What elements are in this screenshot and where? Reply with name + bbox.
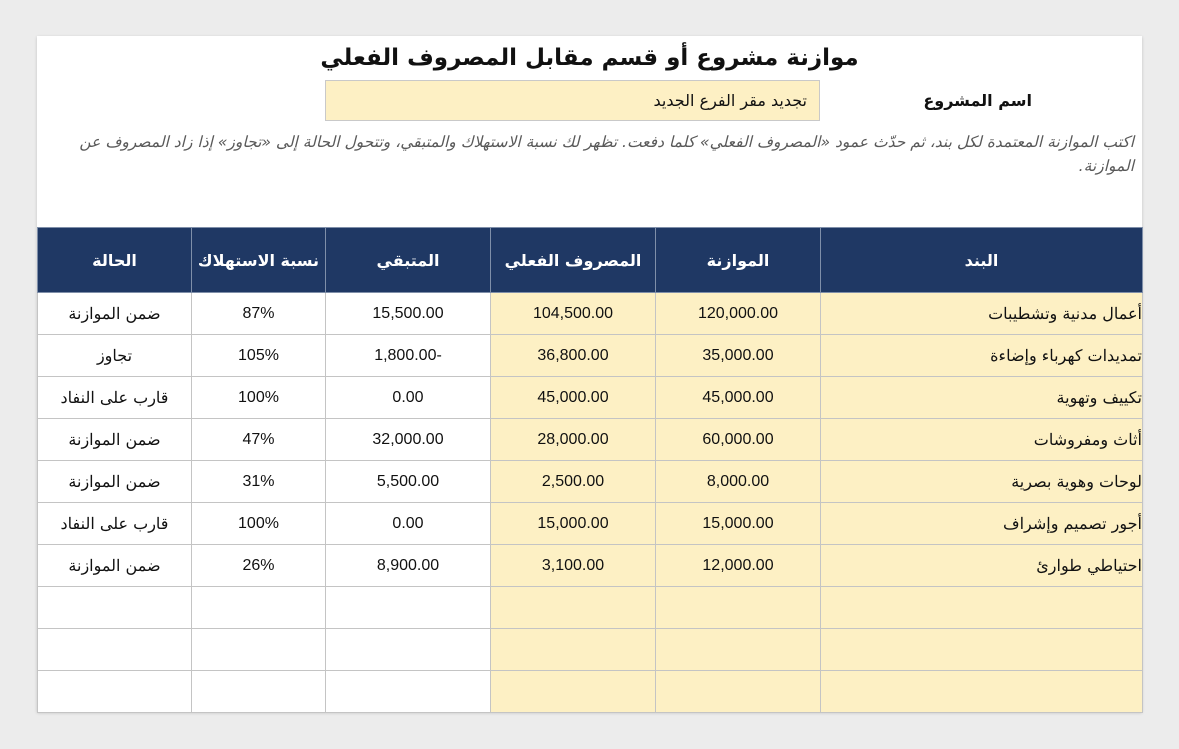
column-header-item: البند [821,228,1143,293]
page-title: موازنة مشروع أو قسم مقابل المصروف الفعلي [320,45,859,71]
budget-table [37,227,1143,713]
status-cell [38,377,192,419]
actual-cell[interactable] [491,293,656,335]
remaining-cell-value: 15,500.00 [372,304,444,322]
status-cell-value: ضمن الموازنة [68,472,161,491]
remaining-cell-value: 0.00 [392,388,424,406]
status-cell [38,545,192,587]
actual-cell-value: 2,500.00 [541,472,605,490]
usage-cell-value: 87% [242,304,275,322]
item-cell-value: تكييف وتهوية [1056,388,1142,407]
table-row [38,629,1143,671]
table-row [38,419,1143,461]
column-header-actual: المصروف الفعلي [491,228,656,293]
actual-cell-value: 36,800.00 [537,346,609,364]
status-cell-value: تجاوز [96,346,133,365]
remaining-cell-value: 1,800.00- [374,346,442,364]
budget-cell[interactable] [656,419,821,461]
item-cell[interactable] [821,293,1143,335]
item-cell-value: تمديدات كهرباء وإضاءة [990,346,1142,365]
table-row [38,587,1143,629]
budget-cell[interactable] [656,461,821,503]
status-cell [38,335,192,377]
table-row [38,335,1143,377]
item-cell[interactable] [821,419,1143,461]
usage-cell [192,503,326,545]
actual-cell[interactable] [491,419,656,461]
item-cell[interactable] [821,545,1143,587]
status-cell-value: ضمن الموازنة [68,304,161,323]
item-cell[interactable] [821,587,1143,629]
usage-cell [192,377,326,419]
remaining-cell-value: 8,900.00 [376,556,440,574]
remaining-cell [326,545,491,587]
budget-cell-value: 35,000.00 [702,346,774,364]
budget-cell-value: 15,000.00 [702,514,774,532]
remaining-cell [326,671,491,713]
project-name-input[interactable]: تجديد مقر الفرع الجديد [325,80,820,121]
instructions-text: اكتب الموازنة المعتمدة لكل بند، ثم حدّث عمود «المصروف الفعلي» كلما دفعت. تظهر لك نسبة الاستهلاك والمتبقي، وتتحول الحالة إلى «تجاوز» إذا زاد المصروف عن الموازنة. [79,133,1134,175]
column-header-usage: نسبة الاستهلاك [192,228,326,293]
remaining-cell [326,503,491,545]
budget-cell[interactable] [656,293,821,335]
item-cell[interactable] [821,503,1143,545]
budget-cell[interactable] [656,629,821,671]
status-cell-value: قارب على النفاد [60,514,169,533]
project-name-label: اسم المشروع [923,91,1032,110]
table-row [38,671,1143,713]
table-row [38,461,1143,503]
table-row [38,293,1143,335]
usage-cell-value: 100% [238,514,279,532]
usage-cell [192,293,326,335]
item-cell-value: احتياطي طوارئ [1036,556,1142,575]
table-header-row [38,228,1143,293]
actual-cell[interactable] [491,377,656,419]
status-cell [38,587,192,629]
remaining-cell-value: 5,500.00 [376,472,440,490]
status-cell [38,293,192,335]
actual-cell-value: 28,000.00 [537,430,609,448]
remaining-cell [326,335,491,377]
budget-cell-value: 8,000.00 [706,472,770,490]
usage-cell [192,545,326,587]
status-cell [38,503,192,545]
actual-cell-value: 45,000.00 [537,388,609,406]
remaining-cell [326,461,491,503]
budget-cell-value: 45,000.00 [702,388,774,406]
actual-cell[interactable] [491,671,656,713]
item-cell-value: أعمال مدنية وتشطيبات [988,304,1142,323]
budget-cell[interactable] [656,335,821,377]
budget-cell[interactable] [656,671,821,713]
remaining-cell [326,419,491,461]
actual-cell[interactable] [491,461,656,503]
item-cell[interactable] [821,377,1143,419]
column-header-status: الحالة [38,228,192,293]
actual-cell-value: 104,500.00 [532,304,614,322]
remaining-cell [326,629,491,671]
usage-cell [192,461,326,503]
column-header-remaining: المتبقي [326,228,491,293]
actual-cell[interactable] [491,335,656,377]
item-cell-value: أثاث ومفروشات [1033,430,1142,449]
actual-cell[interactable] [491,545,656,587]
status-cell [38,419,192,461]
budget-cell[interactable] [656,587,821,629]
status-cell [38,671,192,713]
budget-cell-value: 120,000.00 [697,304,779,322]
status-cell [38,461,192,503]
item-cell-value: أجور تصميم وإشراف [1003,514,1142,533]
table-row [38,545,1143,587]
usage-cell [192,587,326,629]
usage-cell [192,629,326,671]
budget-cell-value: 60,000.00 [702,430,774,448]
usage-cell-value: 26% [242,556,275,574]
status-cell-value: ضمن الموازنة [68,556,161,575]
item-cell[interactable] [821,335,1143,377]
budget-sheet [37,36,1142,712]
usage-cell-value: 47% [242,430,275,448]
status-cell-value: ضمن الموازنة [68,430,161,449]
actual-cell-value: 15,000.00 [537,514,609,532]
usage-cell-value: 31% [242,472,275,490]
budget-cell[interactable] [656,545,821,587]
remaining-cell [326,587,491,629]
usage-cell [192,671,326,713]
remaining-cell-value: 32,000.00 [372,430,444,448]
usage-cell-value: 105% [238,346,279,364]
usage-cell [192,419,326,461]
item-cell[interactable] [821,461,1143,503]
status-cell-value: قارب على النفاد [60,388,169,407]
column-header-budget: الموازنة [656,228,821,293]
remaining-cell [326,293,491,335]
budget-cell-value: 12,000.00 [702,556,774,574]
status-cell [38,629,192,671]
remaining-cell [326,377,491,419]
actual-cell-value: 3,100.00 [541,556,605,574]
item-cell-value: لوحات وهوية بصرية [1011,472,1142,491]
item-cell[interactable] [821,629,1143,671]
remaining-cell-value: 0.00 [392,514,424,532]
usage-cell-value: 100% [238,388,279,406]
budget-cell[interactable] [656,377,821,419]
item-cell[interactable] [821,671,1143,713]
usage-cell [192,335,326,377]
table-row [38,377,1143,419]
actual-cell[interactable] [491,503,656,545]
actual-cell[interactable] [491,587,656,629]
actual-cell[interactable] [491,629,656,671]
budget-cell[interactable] [656,503,821,545]
table-row [38,503,1143,545]
